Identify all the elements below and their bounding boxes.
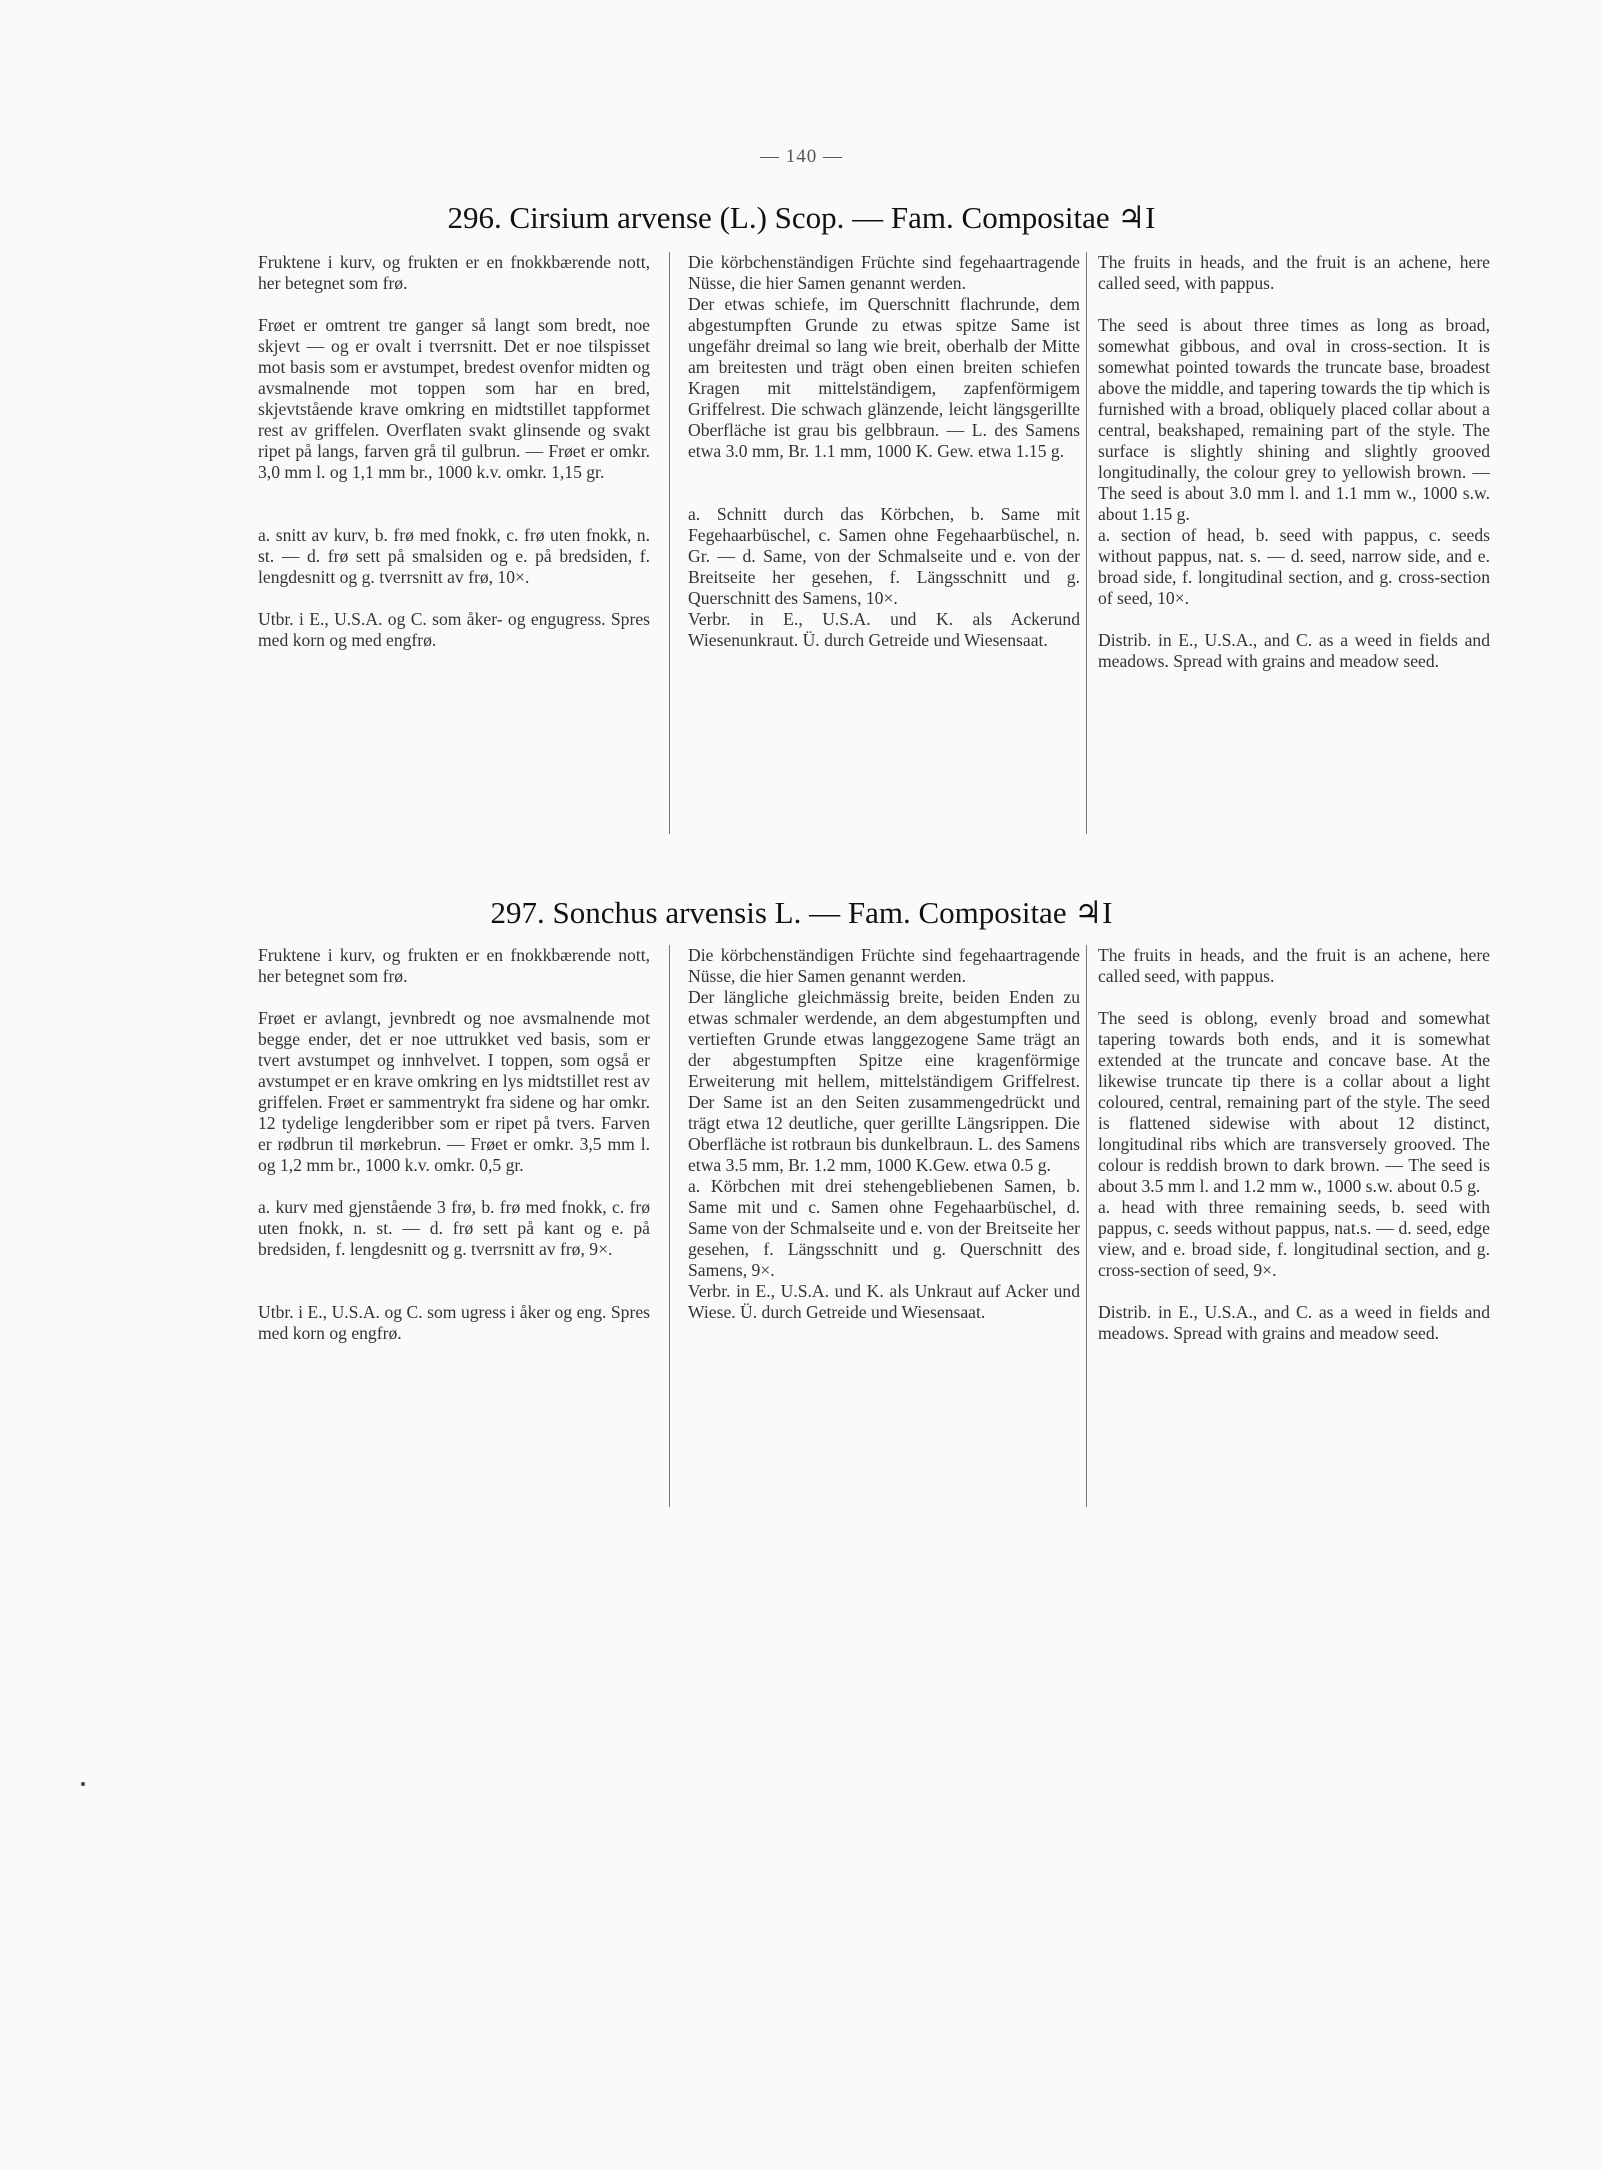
english-column bbox=[1098, 945, 1490, 1365]
german-column bbox=[688, 945, 1080, 1344]
figure-legend: a. snitt av kurv, b. frø med fnokk, c. frø uten fnokk, n. st. — d. frø sett på smalsiden og e. på bredsiden, f. lengdesnitt og g. tverrsnitt av frø, 10×. bbox=[258, 525, 650, 587]
column-divider bbox=[669, 252, 670, 834]
page-number: — 140 — bbox=[760, 146, 843, 167]
paragraph: Der längliche gleichmässig breite, beiden Enden zu etwas schmaler werdende, an dem abgestumpften und vertieften Grunde etwas langgezogene Same trägt an der abgestumpften Spitze eine kragenförmige Erweiterung mit hellem, mittelständigem Griffelrest. Der Same ist an den Seiten zusammengedrückt und trägt etwa 12 deutliche, quer gerillte Längsrippen. Die Oberfläche ist rotbraun bis dunkelbraun. L. des Samens etwa 3.5 mm, Br. 1.2 mm, 1000 K.Gew. etwa 0.5 g. bbox=[688, 987, 1080, 1175]
figure-legend: a. Schnitt durch das Körbchen, b. Same mit Fegehaarbüschel, c. Samen ohne Fegehaarbüschel, n. Gr. — d. Same, von der Schmalseite und e. von der Breitseite her gesehen, f. Längsschnitt und g. Querschnitt des Samens, 10×. bbox=[688, 504, 1080, 608]
paragraph: Die körbchenständigen Früchte sind fegehaartragende Nüsse, die hier Samen genannt werden. bbox=[688, 252, 1080, 293]
figure-legend: a. head with three remaining seeds, b. seed with pappus, c. seeds without pappus, nat.s. — d. seed, edge view, and e. broad side, f. longitudinal section, and g. cross-section of seed, 9×. bbox=[1098, 1197, 1490, 1280]
german-column bbox=[688, 252, 1080, 672]
column-divider bbox=[1086, 252, 1087, 834]
norwegian-column bbox=[258, 252, 650, 672]
entry-title-297: 297. Sonchus arvensis L. — Fam. Compositae ♃I bbox=[490, 895, 1113, 930]
paragraph: Frøet er avlangt, jevnbredt og noe avsmalnende mot begge ender, det er noe uttrukket ved basis, som er tvert avstumpet og innhvelvet. I toppen, som også er avstumpet er en krave omkring en lys midtstillet rest av griffelen. Frøet er sammentrykt fra sidene og har omkr. 12 tydelige lengderibber som er ripet på tvers. Farven er rødbrun til mørkebrun. — Frøet er omkr. 3,5 mm l. og 1,2 mm br., 1000 k.v. omkr. 0,5 gr. bbox=[258, 1008, 650, 1175]
column-divider bbox=[1086, 945, 1087, 1507]
column-divider bbox=[669, 945, 670, 1507]
norwegian-column bbox=[258, 945, 650, 1365]
paragraph: The fruits in heads, and the fruit is an achene, here called seed, with pappus. bbox=[1098, 945, 1490, 986]
english-column bbox=[1098, 252, 1490, 693]
paragraph: The fruits in heads, and the fruit is an achene, here called seed, with pappus. bbox=[1098, 252, 1490, 293]
distribution-note: Distrib. in E., U.S.A., and C. as a weed in fields and meadows. Spread with grains and meadow seed. bbox=[1098, 1302, 1490, 1343]
paragraph: The seed is oblong, evenly broad and somewhat tapering towards both ends, and it is somewhat extended at the truncate and concave base. At the likewise truncate tip there is a collar about a light coloured, central, remaining part of the style. The seed is flattened sidewise with about 12 distinct, longitudinal ribs which are transversely grooved. The colour is reddish brown to dark brown. — The seed is about 3.5 mm l. and 1.2 mm w., 1000 s.w. about 0.5 g. bbox=[1098, 1008, 1490, 1196]
distribution-note: Verbr. in E., U.S.A. und K. als Unkraut auf Acker und Wiese. Ü. durch Getreide und Wiesensaat. bbox=[688, 1281, 1080, 1322]
stray-mark bbox=[81, 1782, 85, 1786]
paragraph: Die körbchenständigen Früchte sind fegehaartragende Nüsse, die hier Samen genannt werden. bbox=[688, 945, 1080, 986]
distribution-note: Distrib. in E., U.S.A., and C. as a weed in fields and meadows. Spread with grains and meadow seed. bbox=[1098, 630, 1490, 671]
figure-legend: a. kurv med gjenstående 3 frø, b. frø med fnokk, c. frø uten fnokk, n. st. — d. frø sett på kant og e. på bredsiden, f. lengdesnitt og g. tverrsnitt av frø, 9×. bbox=[258, 1197, 650, 1259]
paragraph: Fruktene i kurv, og frukten er en fnokkbærende nott, her betegnet som frø. bbox=[258, 945, 650, 986]
paragraph: The seed is about three times as long as broad, somewhat gibbous, and oval in cross-section. It is somewhat pointed towards the truncate base, broadest above the middle, and tapering towards the tip which is furnished with a broad, obliquely placed collar about a central, beakshaped, remaining part of the style. The surface is slightly shining and slightly grooved longitudinally, the colour grey to yellowish brown. — The seed is about 3.0 mm l. and 1.1 mm w., 1000 s.w. about 1.15 g. bbox=[1098, 315, 1490, 524]
entry-title-296: 296. Cirsium arvense (L.) Scop. — Fam. Compositae ♃I bbox=[447, 200, 1156, 235]
paragraph: Frøet er omtrent tre ganger så langt som bredt, noe skjevt — og er ovalt i tverrsnitt. Det er noe tilspisset mot basis som er avstumpet, bredest ovenfor midten og avsmalnende mot toppen som har en bred, skjevtstående krave omkring en midtstillet tappformet rest av griffelen. Overflaten svakt glinsende og svakt ripet på langs, farven grå til gulbrun. — Frøet er omkr. 3,0 mm l. og 1,1 mm br., 1000 k.v. omkr. 1,15 gr. bbox=[258, 315, 650, 482]
distribution-note: Verbr. in E., U.S.A. und K. als Ackerund Wiesenunkraut. Ü. durch Getreide und Wiesensaat. bbox=[688, 609, 1080, 650]
figure-legend: a. section of head, b. seed with pappus, c. seeds without pappus, nat. s. — d. seed, narrow side, and e. broad side, f. longitudinal section, and g. cross-section of seed, 10×. bbox=[1098, 525, 1490, 608]
paragraph: Fruktene i kurv, og frukten er en fnokkbærende nott, her betegnet som frø. bbox=[258, 252, 650, 293]
figure-legend: a. Körbchen mit drei stehengebliebenen Samen, b. Same mit und c. Samen ohne Fegehaarbüschel, d. Same von der Schmalseite und e. von der Breitseite her gesehen, f. Längsschnitt und g. Querschnitt des Samens, 9×. bbox=[688, 1176, 1080, 1280]
distribution-note: Utbr. i E., U.S.A. og C. som ugress i åker og eng. Spres med korn og engfrø. bbox=[258, 1302, 650, 1343]
distribution-note: Utbr. i E., U.S.A. og C. som åker- og engugress. Spres med korn og med engfrø. bbox=[258, 609, 650, 650]
paragraph: Der etwas schiefe, im Querschnitt flachrunde, dem abgestumpften Grunde zu etwas spitze Same ist ungefähr dreimal so lang wie breit, oberhalb der Mitte am breitesten und trägt oben einen breiten schiefen Kragen mit mittelständigem, zapfenförmigem Griffelrest. Die schwach glänzende, leicht längsgerillte Oberfläche ist grau bis gelbbraun. — L. des Samens etwa 3.0 mm, Br. 1.1 mm, 1000 K. Gew. etwa 1.15 g. bbox=[688, 294, 1080, 461]
